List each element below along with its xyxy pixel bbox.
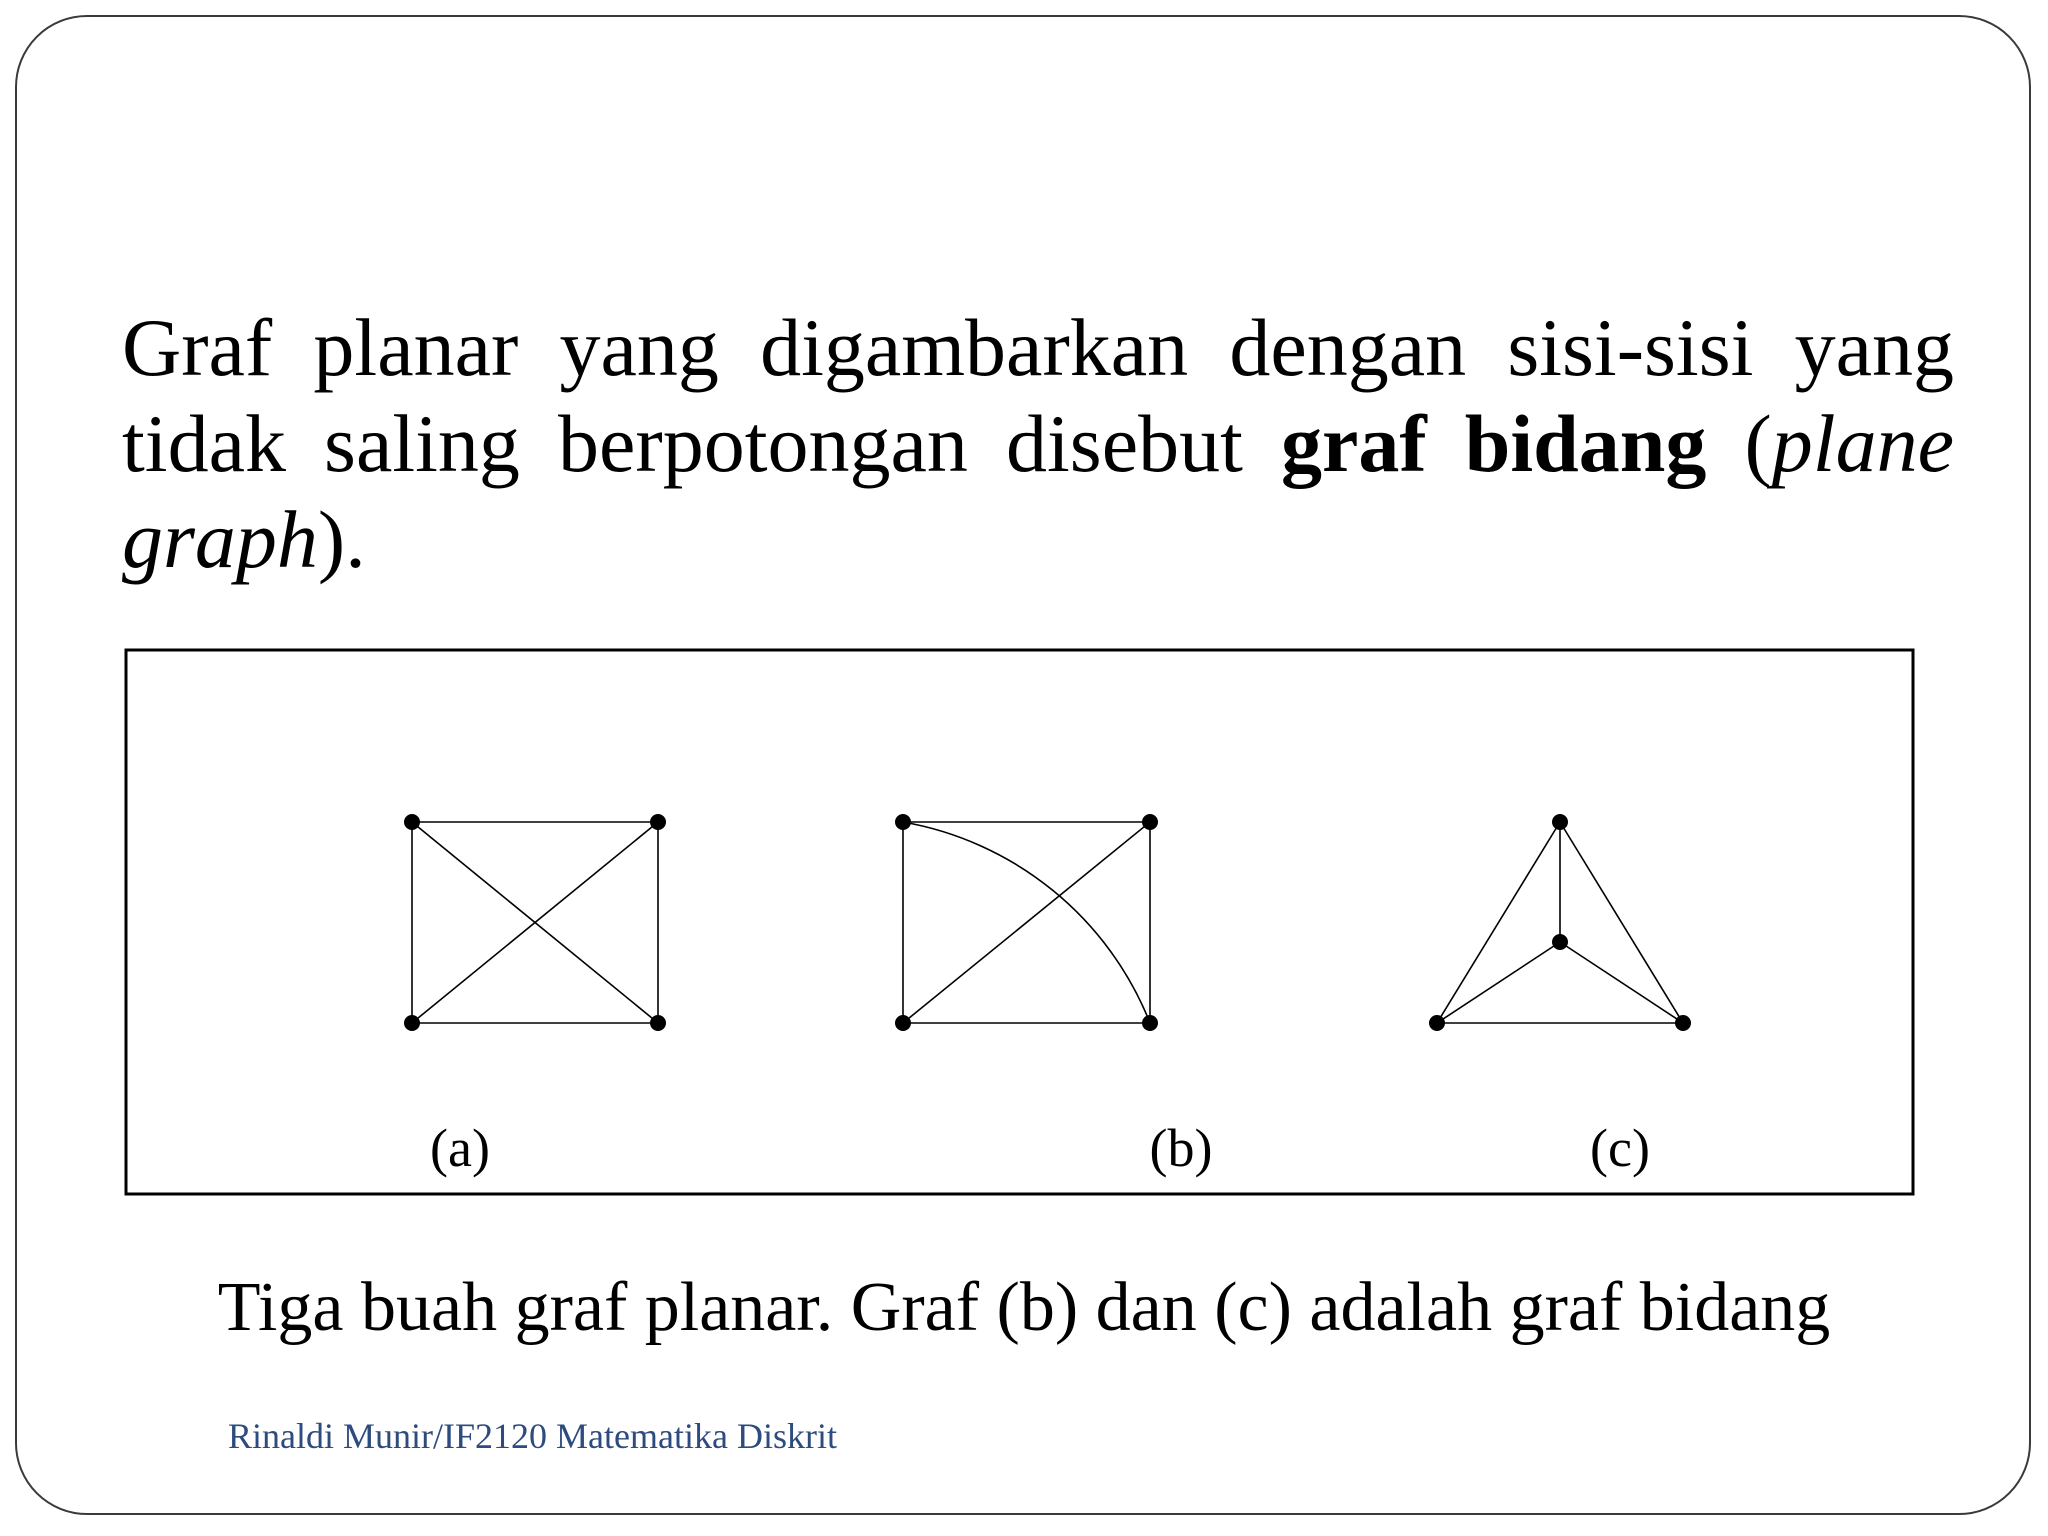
definition-text-start: Graf planar yang digambarkan dengan sisi-sisi yang tidak saling berpotongan disebut <box>122 302 1954 489</box>
graph-b-vertex <box>895 1015 911 1031</box>
graph-b-vertex <box>1142 814 1158 830</box>
graph-a-vertex <box>404 814 420 830</box>
term-plane-graph: plane graph <box>122 398 1954 585</box>
graph-c-edge <box>1437 822 1560 1023</box>
paren-close: ). <box>317 494 366 585</box>
graph-b-vertex <box>1142 1015 1158 1031</box>
graph-c-vertex <box>1552 814 1568 830</box>
term-graf-bidang: graf bidang <box>1280 398 1707 489</box>
paren-open: ( <box>1706 398 1772 489</box>
graph-c-edge <box>1560 942 1683 1023</box>
graph-c-vertex <box>1429 1015 1445 1031</box>
figure-caption: Tiga buah graf planar. Graf (b) dan (c) adalah graf bidang <box>217 1269 1831 1346</box>
graph-c-label: (c) <box>1590 1118 1650 1178</box>
graph-b-vertex <box>895 814 911 830</box>
graph-c-edge <box>1560 822 1683 1023</box>
figure-border <box>126 650 1913 1194</box>
graph-b-edge <box>903 822 1150 1023</box>
graph-a-vertex <box>650 814 666 830</box>
graph-a-vertex <box>404 1015 420 1031</box>
footer-author: Rinaldi Munir/IF2120 Matematika Diskrit <box>228 1416 837 1456</box>
graph-a <box>404 814 666 1031</box>
graph-b-label: (b) <box>1149 1118 1213 1178</box>
graph-c-edge <box>1437 942 1560 1023</box>
graph-a-label: (a) <box>430 1118 490 1178</box>
graph-c-vertex <box>1675 1015 1691 1031</box>
graph-a-vertex <box>650 1015 666 1031</box>
graph-c <box>1429 814 1691 1031</box>
graph-b <box>895 814 1158 1031</box>
graph-c-vertex <box>1552 934 1568 950</box>
